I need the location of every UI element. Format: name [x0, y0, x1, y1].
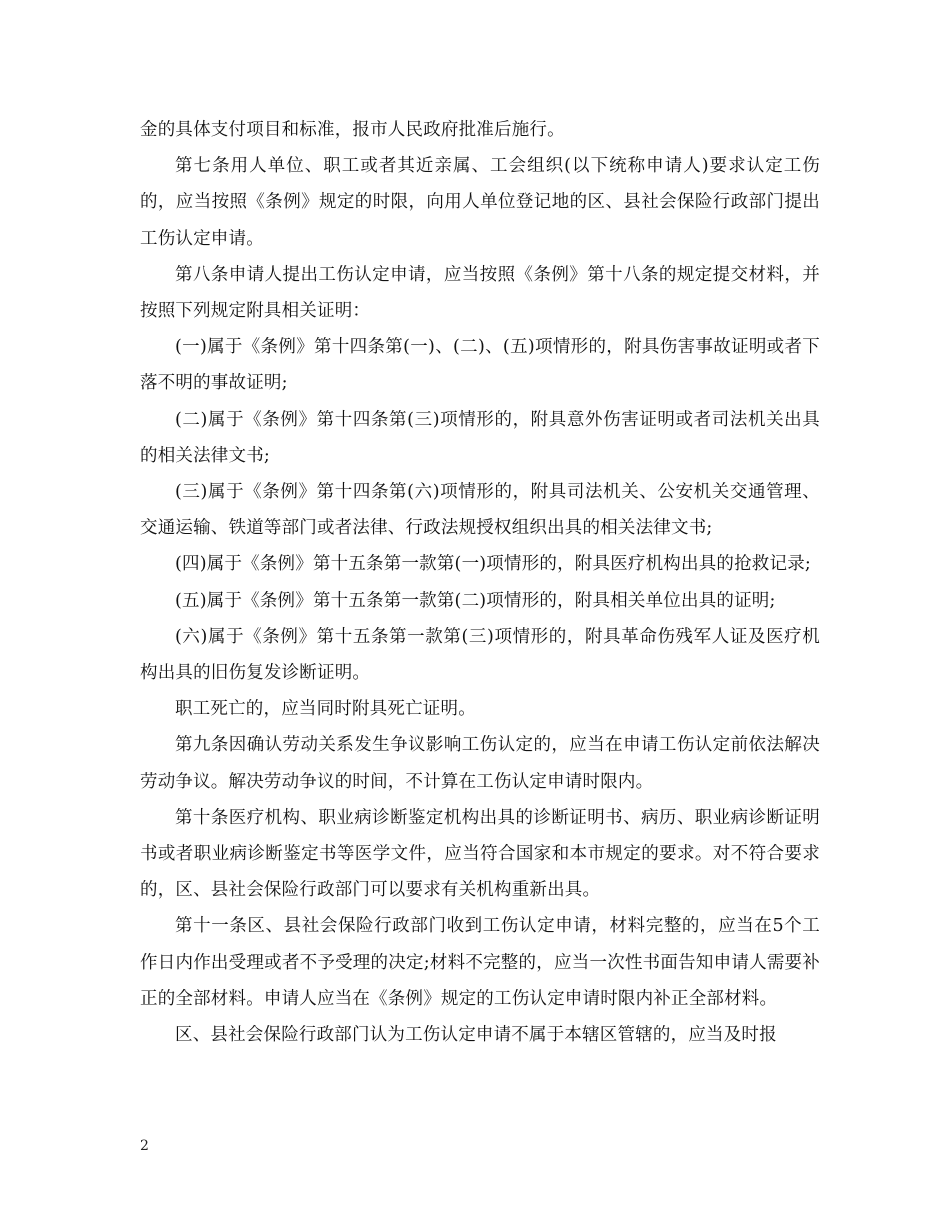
paragraph-article-8: 第八条申请人提出工伤认定申请，应当按照《条例》第十八条的规定提交材料，并按照下列规定附具相关证明：: [140, 264, 820, 322]
paragraph-item-3: (三)属于《条例》第十四条第(六)项情形的，附具司法机关、公安机关交通管理、交通运输、铁道等部门或者法律、行政法规授权组织出具的相关法律文书;: [140, 482, 820, 539]
paragraph-item-4: (四)属于《条例》第十五条第一款第(一)项情形的，附具医疗机构出具的抢救记录;: [175, 554, 812, 575]
page-number: 2: [140, 1138, 149, 1154]
paragraph-item-1: (一)属于《条例》第十四条第(一)、(二)、(五)项情形的，附具伤害事故证明或者下落不明的事故证明;: [140, 337, 820, 394]
paragraph-death-certificate: 职工死亡的，应当同时附具死亡证明。: [175, 699, 476, 720]
paragraph-item-5: (五)属于《条例》第十五条第一款第(二)项情形的，附具相关单位出具的证明;: [175, 590, 776, 611]
paragraph-article-7: 第七条用人单位、职工或者其近亲属、工会组织(以下统称申请人)要求认定工伤的，应当按照《条例》规定的时限，向用人单位登记地的区、县社会保险行政部门提出工伤认定申请。: [140, 156, 820, 249]
document-body: [140, 112, 820, 1053]
paragraph-article-11: 第十一条区、县社会保险行政部门收到工伤认定申请，材料完整的，应当在5个工作日内作出受理或者不予受理的决定;材料不完整的，应当一次性书面告知申请人需要补正的全部材料。申请人应当在《条例》规定的工伤认定申请时限内补正全部材料。: [140, 916, 820, 1009]
paragraph-continuation: 金的具体支付项目和标准，报市人民政府批准后施行。: [140, 120, 565, 140]
paragraph-jurisdiction: 区、县社会保险行政部门认为工伤认定申请不属于本辖区管辖的，应当及时报: [175, 1025, 777, 1046]
paragraph-item-6: (六)属于《条例》第十五条第一款第(三)项情形的，附具革命伤残军人证及医疗机构出具的旧伤复发诊断证明。: [140, 626, 820, 684]
paragraph-article-9: 第九条因确认劳动关系发生争议影响工伤认定的，应当在申请工伤认定前依法解决劳动争议。解决劳动争议的时间，不计算在工伤认定申请时限内。: [140, 735, 820, 792]
paragraph-article-10: 第十条医疗机构、职业病诊断鉴定机构出具的诊断证明书、病历、职业病诊断证明书或者职业病诊断鉴定书等医学文件，应当符合国家和本市规定的要求。对不符合要求的，区、县社会保险行政部门可以要求有关机构重新出具。: [140, 807, 820, 901]
paragraph-item-2: (二)属于《条例》第十四条第(三)项情形的，附具意外伤害证明或者司法机关出具的相关法律文书;: [140, 409, 820, 466]
